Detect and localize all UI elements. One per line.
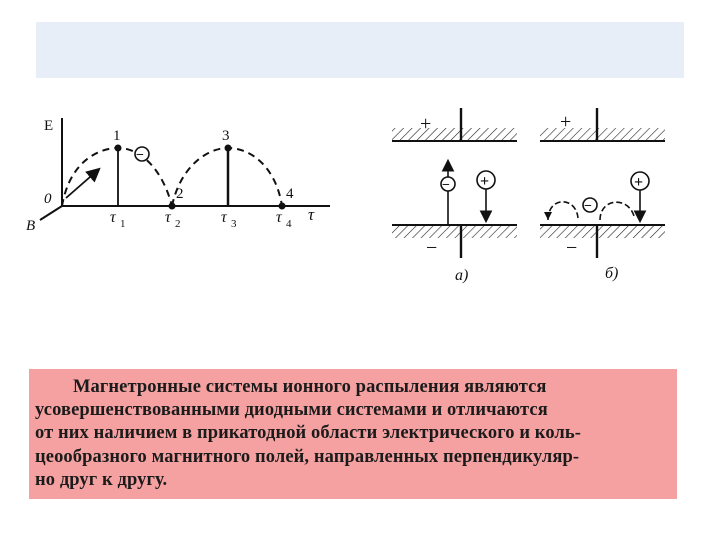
svg-text:τ: τ — [110, 209, 116, 226]
svg-text:1: 1 — [120, 218, 126, 230]
origin-label: 0 — [44, 191, 52, 207]
panel-a-ion-sign: + — [480, 173, 490, 190]
caption-line-4: цеообразного магнитного полей, направленных перпендикуляр- — [35, 447, 580, 467]
panel-a — [392, 108, 517, 284]
trajectory-arc-1 — [62, 148, 172, 206]
caption-line-2: усовершенствованными диодными системами и отличаются — [35, 400, 548, 420]
point-1 — [115, 145, 122, 152]
tau-label-1 — [110, 209, 126, 230]
caption-box — [29, 369, 677, 499]
panel-b-minus-sign: − — [566, 237, 578, 259]
axis-b-label: B — [26, 218, 36, 234]
panel-b-electron-sign: − — [584, 199, 592, 214]
magnetron-diagram — [0, 90, 720, 360]
panel-a-electron-sign: − — [442, 178, 450, 193]
panel-b-ion-sign: + — [634, 174, 644, 191]
svg-text:4: 4 — [286, 218, 292, 230]
axis-e-label: E — [44, 118, 54, 134]
panel-a-plus-sign: + — [420, 113, 432, 135]
svg-text:3: 3 — [231, 218, 237, 230]
panel-b-bottom-hatch — [540, 226, 665, 238]
point-label-2: 2 — [176, 186, 184, 202]
panel-a-minus-sign: − — [426, 237, 438, 259]
panel-a-bottom-hatch — [392, 226, 517, 238]
caption-line-5: но друг к другу. — [35, 470, 168, 490]
svg-text:2: 2 — [175, 218, 181, 230]
b-axis — [40, 206, 62, 220]
velocity-arrow — [66, 170, 98, 198]
point-label-1: 1 — [113, 128, 121, 144]
panel-b-loop-arrowhead — [544, 212, 552, 220]
panel-a-top-hatch — [392, 128, 517, 140]
point-3 — [225, 145, 232, 152]
panel-b-plus-sign: + — [560, 111, 572, 133]
tau-label-4 — [276, 209, 292, 230]
cycloid-graph — [26, 118, 330, 234]
electron-marker-sign: − — [136, 148, 144, 163]
tau-label-3 — [221, 209, 237, 230]
svg-text:τ: τ — [221, 209, 227, 226]
panel-a-label: a) — [455, 267, 469, 284]
panel-b-top-hatch — [540, 128, 665, 140]
svg-text:τ: τ — [165, 209, 171, 226]
caption-line-3: от них наличием в прикатодной области электрического и коль- — [35, 423, 582, 443]
panel-b-label: б) — [605, 265, 619, 282]
svg-text:τ: τ — [276, 209, 282, 226]
caption-line-1: Магнетронные системы ионного распыления являются — [73, 377, 547, 397]
title-placeholder — [36, 22, 684, 78]
point-label-3: 3 — [222, 128, 230, 144]
axis-tau-label: τ — [308, 205, 315, 224]
tau-label-2 — [165, 209, 181, 230]
point-label-4: 4 — [286, 186, 294, 202]
panel-b — [540, 108, 665, 282]
